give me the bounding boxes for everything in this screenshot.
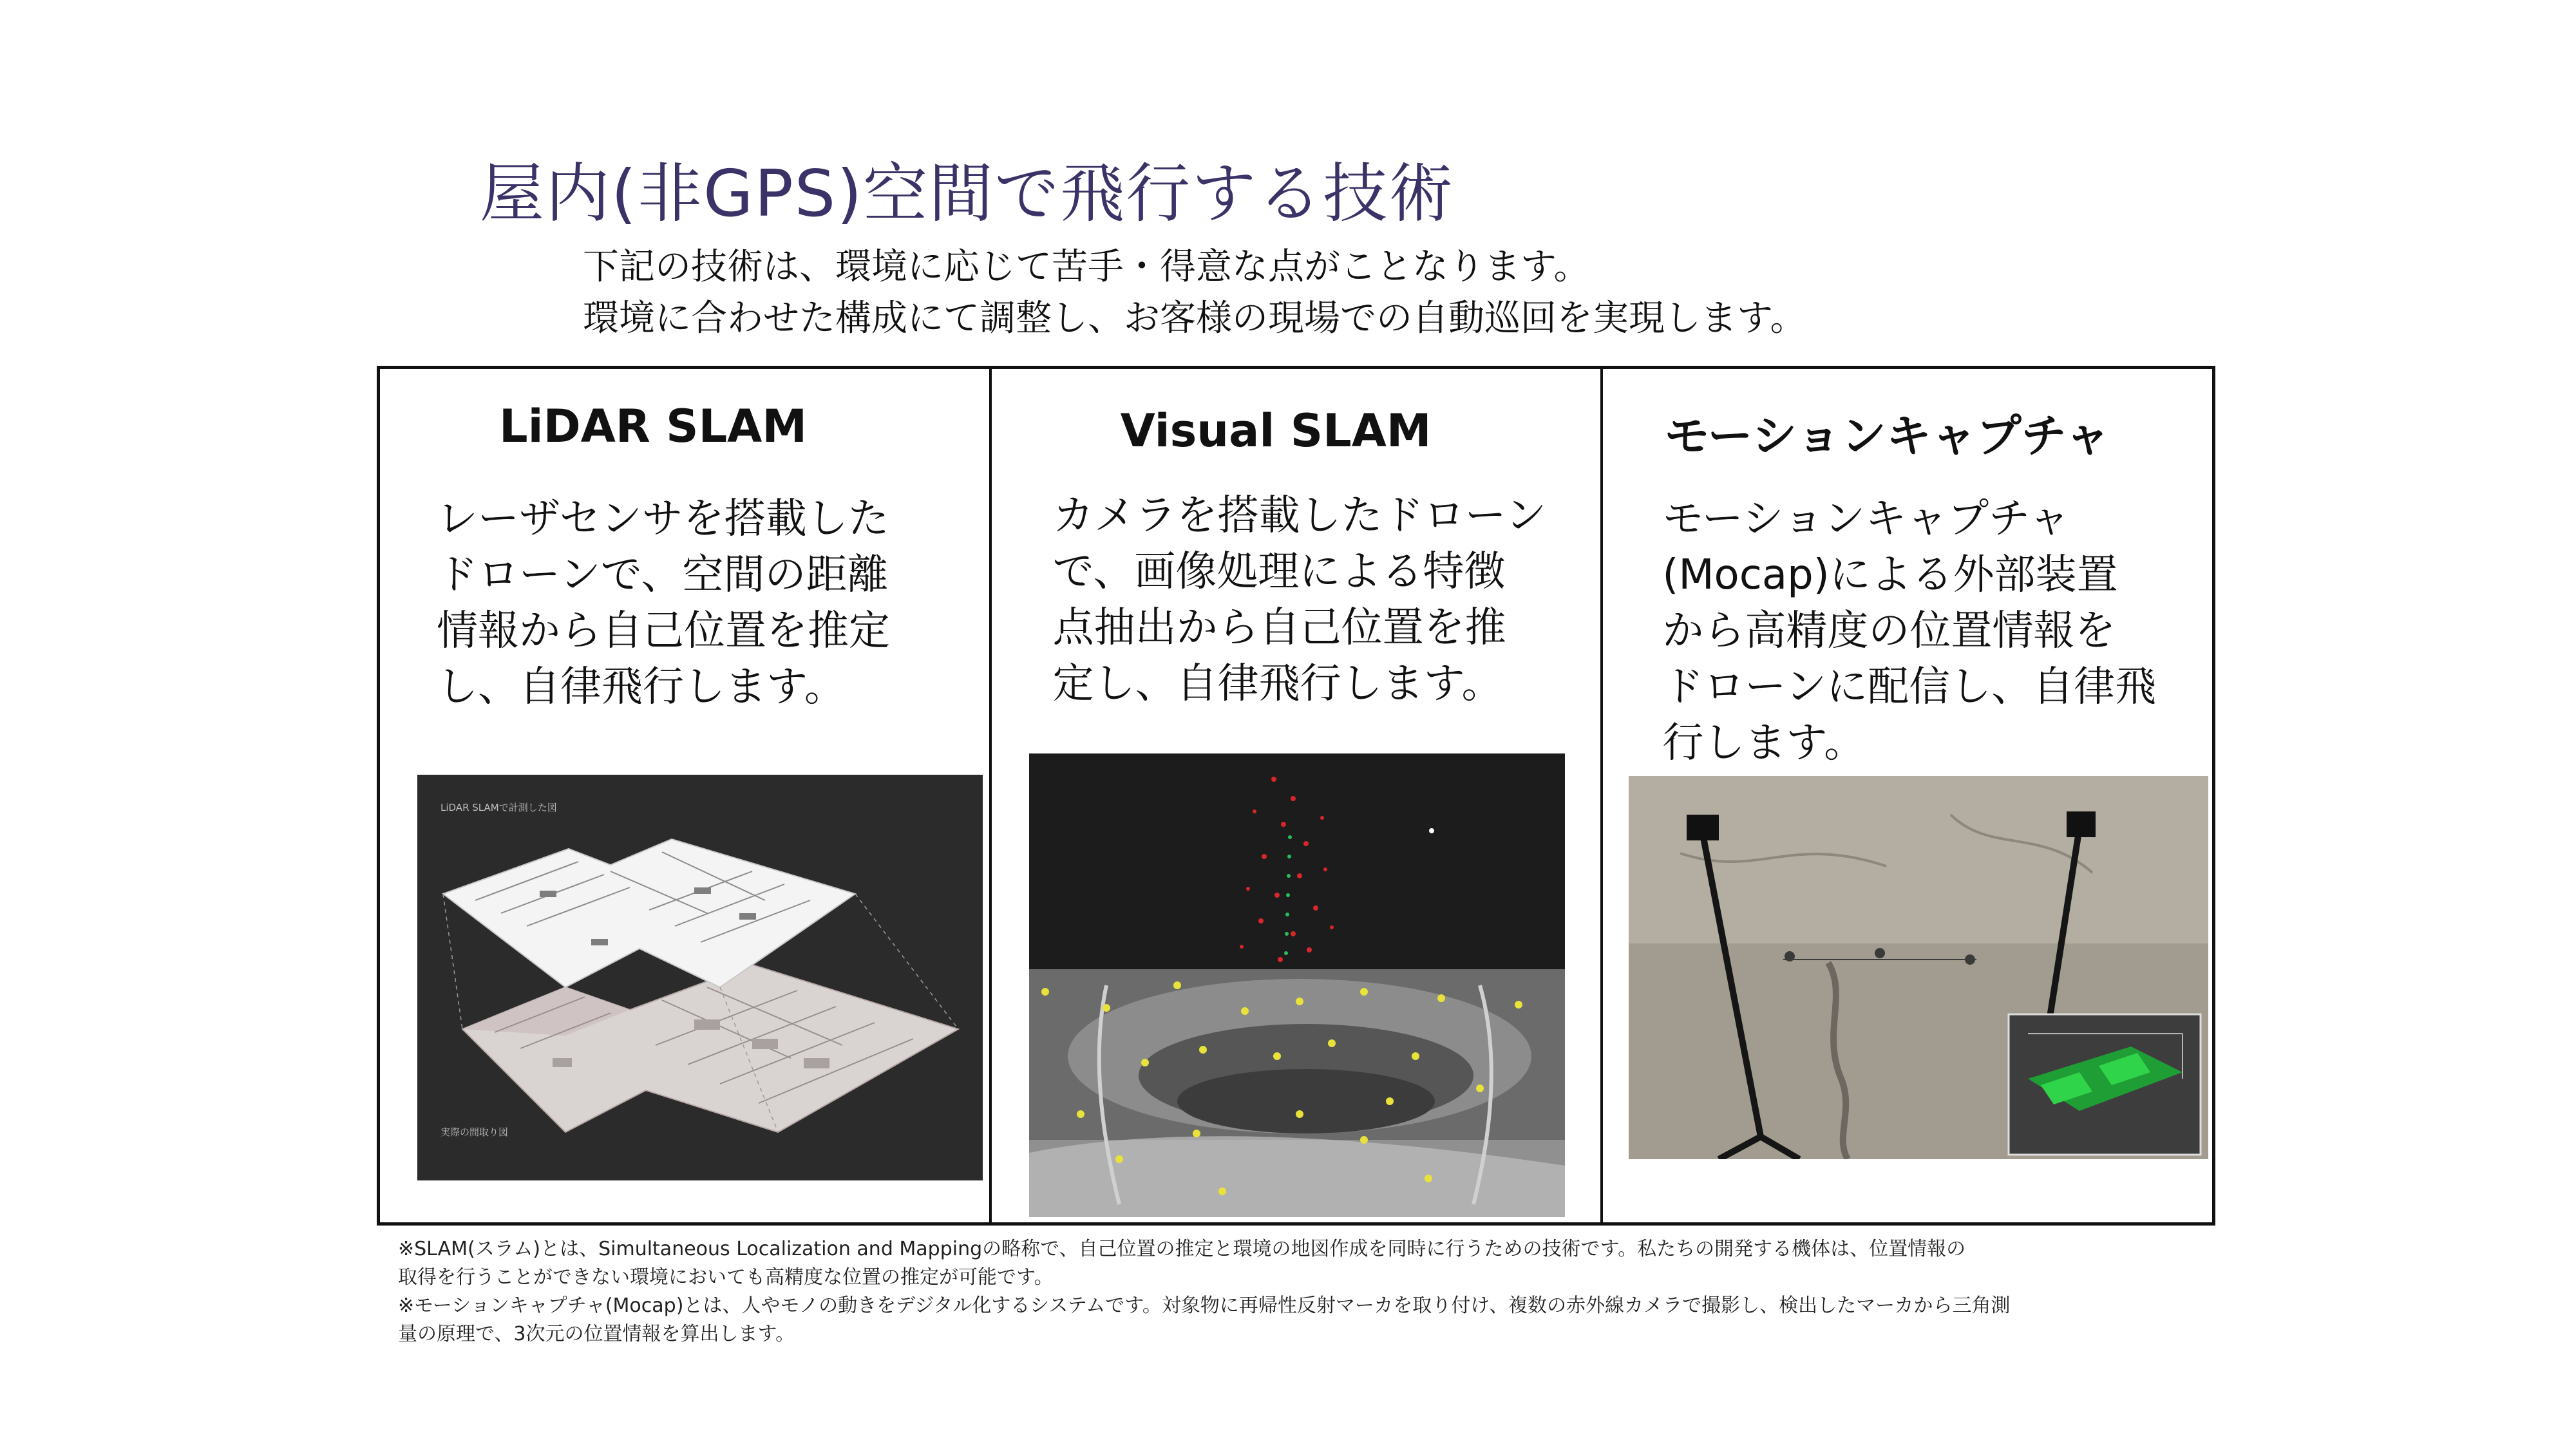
panel-visual-slam [989, 369, 1601, 1222]
intro-text [583, 242, 1806, 345]
panel-description: カメラを搭載したドローン で、画像処理による特徴 点抽出から自己位置を推 定し、自律飛行します。 [1052, 492, 1547, 708]
lidar-floorplan-image [417, 775, 983, 1180]
panel-motion-capture [1600, 369, 2212, 1222]
footnote-line: 量の原理で、3次元の位置情報を算出します。 [398, 1323, 795, 1345]
floorplan-caption: 実際の間取り図 [440, 1126, 509, 1138]
panel-lidar-slam [380, 369, 989, 1222]
footnote-line: ※モーションキャプチャ(Mocap)とは、人やモノの動きをデジタル化するシステムです。対象物に再帰性反射マーカを取り付け、複数の赤外線カメラで撮影し、検出したマーカから三角測 [398, 1294, 2011, 1317]
motion-capture-graphic [1629, 776, 2208, 1159]
footnotes [398, 1235, 2011, 1349]
footnote-line: ※SLAM(スラム)とは、Simultaneous Localization and Mappingの略称で、自己位置の推定と環境の地図作成を同時に行うための技術です。私たちの開発する機体は、位置情報の [398, 1238, 1966, 1260]
panel-title: Visual SLAM [1120, 404, 1432, 457]
lidar-map-caption: LiDAR SLAMで計測した図 [440, 802, 557, 813]
panel-description: レーザセンサを搭載した ドローンで、空間の距離 情報から自己位置を推定 し、自律飛行します。 [437, 495, 890, 711]
visual-slam-graphic [1029, 753, 1565, 1217]
intro-line: 下記の技術は、環境に応じて苦手・得意な点がことなります。 [583, 246, 1590, 288]
panel-description: モーションキャプチャ (Mocap)による外部装置 から高精度の位置情報を ドローンに配信し、自律飛 行します。 [1662, 495, 2157, 767]
footnote-line: 取得を行うことができない環境においても高精度な位置の推定が可能です。 [398, 1266, 1054, 1289]
panel-title: モーションキャプチャ [1664, 410, 2110, 462]
page-title: 屋内(非GPS)空間で飛行する技術 [480, 156, 1455, 231]
visual-slam-image [1029, 753, 1565, 1217]
technology-panels [377, 366, 2215, 1226]
panel-title: LiDAR SLAM [499, 400, 808, 453]
intro-line: 環境に合わせた構成にて調整し、お客様の現場での自動巡回を実現します。 [583, 298, 1806, 339]
motion-capture-image [1629, 776, 2208, 1159]
lidar-floorplan-graphic [417, 775, 983, 1180]
